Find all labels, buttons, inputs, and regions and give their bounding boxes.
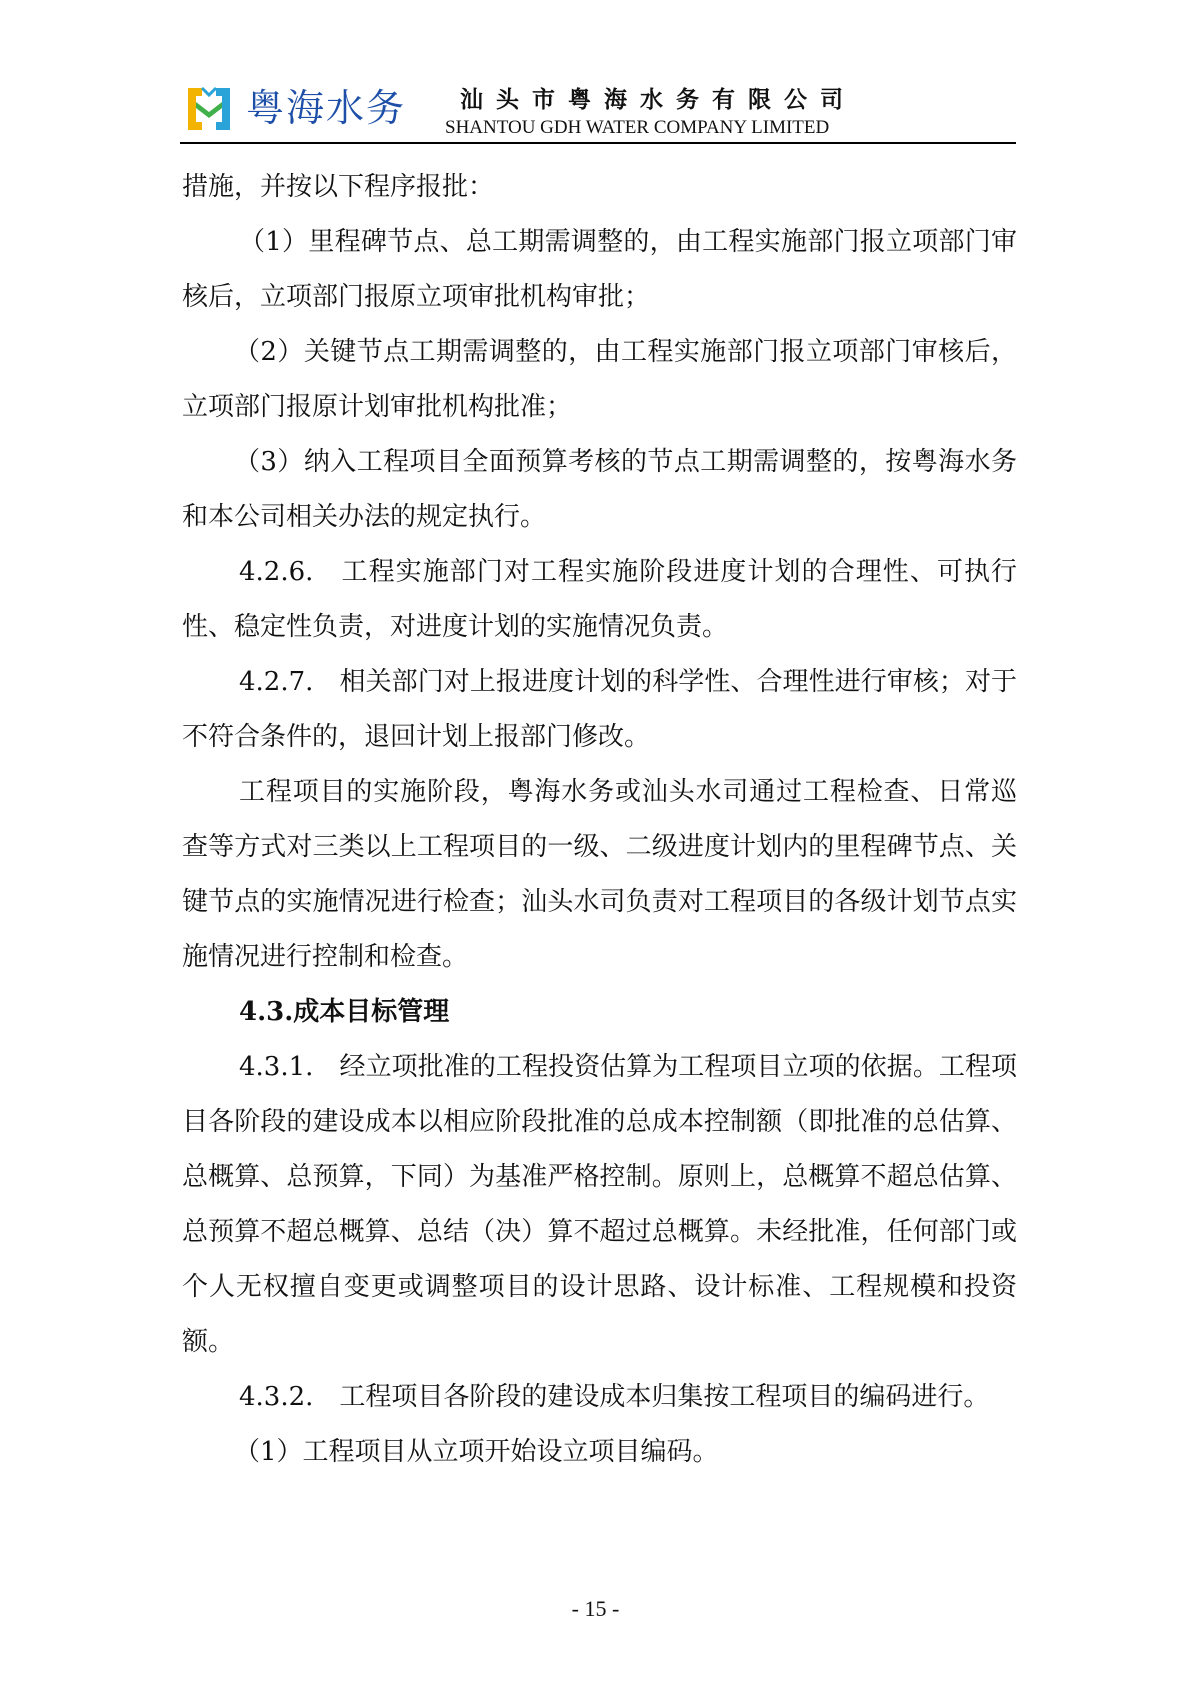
paragraph: 措施，并按以下程序报批： <box>182 172 495 202</box>
page-header <box>180 78 1016 144</box>
paragraph: 工程项目的实施阶段，粤海水务或汕头水司通过工程检查、日常巡查等方式对三类以上工程项目的一级、二级进度计划内的里程碑节点、关键节点的实施情况进行检查；汕头水司负责对工程项目的各级计划节点实施情况进行控制和检查。 <box>182 777 1017 972</box>
paragraph: （1）工程项目从立项开始设立项目编码。 <box>234 1437 719 1467</box>
document-body <box>182 160 1017 1480</box>
paragraph: 4.2.7. 相关部门对上报进度计划的科学性、合理性进行审核；对于不符合条件的，退回计划上报部门修改。 <box>182 667 1017 752</box>
section-heading: 4.3.成本目标管理 <box>239 997 450 1027</box>
gdh-water-logo-icon <box>184 82 234 136</box>
paragraph: （2）关键节点工期需调整的，由工程实施部门报立项部门审核后，立项部门报原计划审批机构批准； <box>182 337 1017 422</box>
page-number: - 15 - <box>571 1596 620 1621</box>
paragraph: 4.2.6. 工程实施部门对工程实施阶段进度计划的合理性、可执行性、稳定性负责，对进度计划的实施情况负责。 <box>182 557 1017 642</box>
paragraph: 4.3.2. 工程项目各阶段的建设成本归集按工程项目的编码进行。 <box>239 1382 990 1412</box>
logo-text: 粤海水务 <box>246 86 407 130</box>
paragraph: （1）里程碑节点、总工期需调整的，由工程实施部门报立项部门审核后，立项部门报原立项审批机构审批； <box>182 227 1017 312</box>
paragraph: 4.3.1. 经立项批准的工程投资估算为工程项目立项的依据。工程项目各阶段的建设成本以相应阶段批准的总成本控制额（即批准的总估算、总概算、总预算，下同）为基准严格控制。原则上，总概算不超总估算、总预算不超总概算、总结（决）算不超过总概算。未经批准，任何部门或个人无权擅自变更或调整项目的设计思路、设计标准、工程规模和投资额。 <box>182 1052 1017 1357</box>
paragraph: （3）纳入工程项目全面预算考核的节点工期需调整的，按粤海水务和本公司相关办法的规定执行。 <box>182 447 1017 532</box>
company-name-cn: 汕头市粤海水务有限公司 <box>460 86 856 113</box>
company-name-en: SHANTOU GDH WATER COMPANY LIMITED <box>445 117 830 138</box>
header-rule <box>180 142 1016 144</box>
